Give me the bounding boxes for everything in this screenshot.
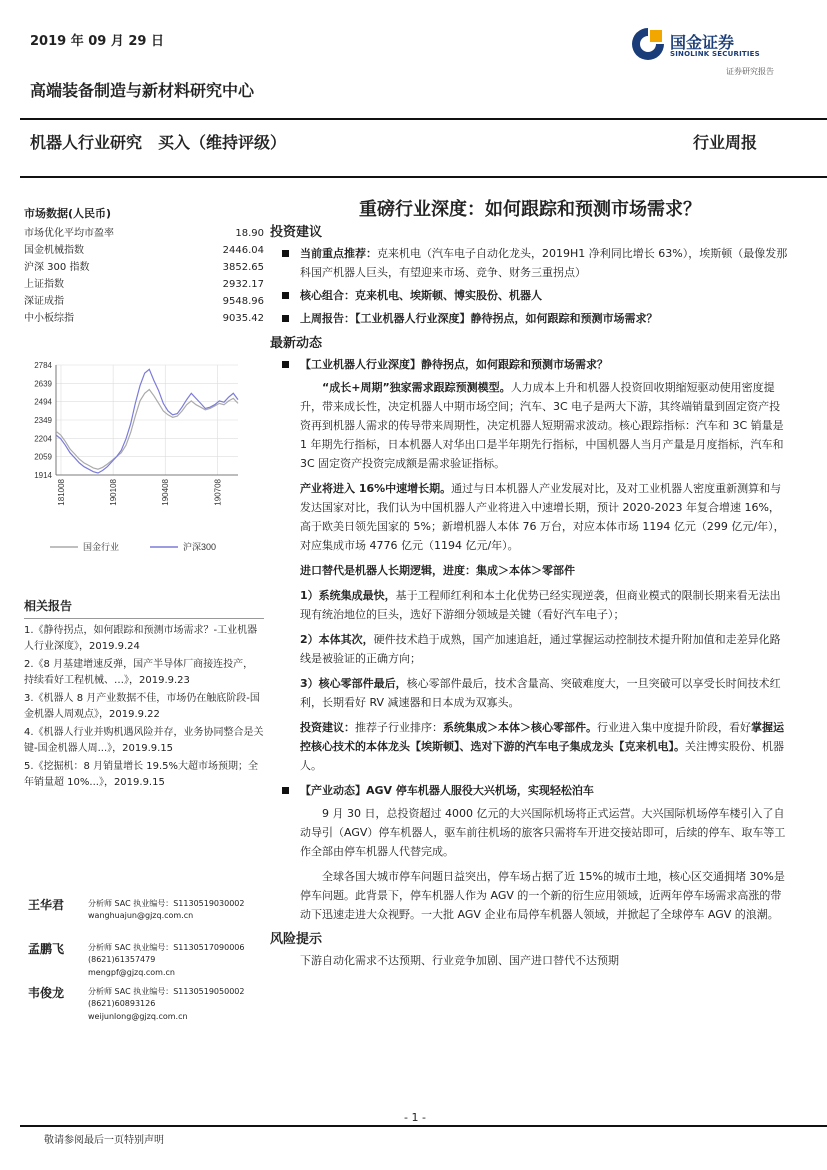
point-lead: 2）本体其次， bbox=[300, 633, 374, 646]
market-label: 国金机械指数 bbox=[24, 245, 84, 256]
market-label: 沪深 300 指数 bbox=[24, 262, 90, 273]
y-tick-label: 1914 bbox=[34, 471, 52, 480]
point-text: 核心零部件最后，技术含量高、突破难度大，一旦突破可以享受长时间技术红利，长期看好 RV 减速器和日本成为双寡头。 bbox=[300, 677, 781, 709]
x-tick-label: 190708 bbox=[213, 479, 223, 506]
investment-advice bbox=[270, 718, 790, 775]
y-tick-label: 2204 bbox=[34, 434, 52, 444]
bullet-core-portfolio bbox=[270, 286, 790, 305]
para-text: 通过与日本机器人产业发展对比，及对工业机器人密度重新测算和与发达国家对比，我们认为中国机器人产业将进入中速增长期，预计 2020-2023 年复合增速 16%，高于欧美日领先国家的 5%；新增机器人本体 76 万台，对应本体市场 1194 亿元（299 亿元/年），对应集成市场 4776 亿元（1194 亿元/年）。 bbox=[300, 482, 785, 552]
analyst-email[interactable]: mengpf@gjzq.com.cn bbox=[88, 968, 175, 977]
x-tick-label: 181008 bbox=[57, 479, 66, 506]
analyst-name: 孟鹏飞 bbox=[28, 942, 65, 956]
point-1 bbox=[270, 586, 790, 624]
point-lead: 3）核心零部件最后， bbox=[300, 677, 407, 690]
import-substitution-heading: 进口替代是机器人长期逻辑，进度：集成＞本体＞零部件 bbox=[300, 564, 575, 577]
analyst-name: 韦俊龙 bbox=[28, 986, 65, 1000]
market-label: 中小板综指 bbox=[24, 313, 74, 324]
analyst-email[interactable]: weijunlong@gjzq.com.cn bbox=[88, 1012, 188, 1021]
news-item-1-title: 【工业机器人行业深度】静待拐点，如何跟踪和预测市场需求？ bbox=[270, 355, 790, 374]
report-type: 行业周报 bbox=[693, 133, 758, 152]
news-paragraph bbox=[270, 479, 790, 555]
analyst-phone: (8621)60893126 bbox=[88, 999, 156, 1008]
x-tick-label: 190408 bbox=[161, 479, 171, 506]
analyst-sac: 分析师 SAC 执业编号：S1130517090006 bbox=[88, 943, 245, 952]
market-row bbox=[24, 293, 264, 310]
industry-title: 机器人行业研究 买入（维持评级） bbox=[30, 133, 287, 152]
market-data-heading: 市场数据(人民币) bbox=[24, 207, 112, 220]
report-item[interactable]: 1.《静待拐点，如何跟踪和预测市场需求？-工业机器人行业深度》，2019.9.24 bbox=[24, 625, 258, 652]
market-value: 18.90 bbox=[235, 228, 264, 239]
market-value: 2446.04 bbox=[222, 245, 264, 256]
report-item[interactable]: 3.《机器人 8 月产业数据不佳，市场仍在触底阶段-国金机器人周观点》，2019.9.22 bbox=[24, 693, 260, 720]
analyst bbox=[28, 896, 268, 940]
news-paragraph bbox=[270, 378, 790, 473]
market-label: 上证指数 bbox=[24, 279, 64, 290]
news-paragraph: 全球各国大城市停车问题日益突出，停车场占据了近 15%的城市土地，核心区交通拥堵 30%是停车问题。此背景下，停车机器人作为 AGV 的一个新的衍生应用领域，近两年停车场需求高涨的带动下迅速走进大众视野。一大批 AGV 企业布局停车机器人领域，并掀起了全球停车 AGV 的浪潮。 bbox=[300, 870, 785, 921]
index-chart bbox=[20, 360, 270, 560]
analyst-email[interactable]: wanghuajun@gjzq.com.cn bbox=[88, 911, 194, 920]
market-row bbox=[24, 259, 264, 276]
related-reports-heading: 相关报告 bbox=[24, 597, 264, 619]
bullet-key-picks bbox=[270, 244, 790, 282]
bullet-label: 当前重点推荐： bbox=[300, 247, 377, 260]
bullet-label: 核心组合： bbox=[300, 289, 355, 302]
market-row bbox=[24, 242, 264, 259]
report-date: 2019 年 09 月 29 日 bbox=[30, 34, 164, 49]
y-tick-label: 2349 bbox=[34, 416, 52, 425]
sinolink-logo-icon bbox=[630, 26, 666, 62]
point-text: 硬件技术趋于成熟，国产加速追赶，通过掌握运动控制技术提升附加值和走差异化路线是被验证的正确方向； bbox=[300, 633, 781, 665]
para-text: 人力成本上升和机器人投资回收期缩短驱动使用密度提升，带来成长性，决定机器人中期市场空间；汽车、3C 电子是两大下游，其终端销量到固定资产投资再到机器人需求的传导带来周期性，决定机器人短期需求波动。核心跟踪指标：汽车和 3C 销量是 1 年期先行指标，日本机器人对华出口是半年期先行指标，中国机器人当月产量是月度指标，汽车和 3C 固定资产投资完成额是需求验证指标。 bbox=[300, 381, 784, 470]
market-value: 2932.17 bbox=[222, 279, 264, 290]
analyst bbox=[28, 940, 268, 984]
market-label: 市场优化平均市盈率 bbox=[24, 228, 114, 239]
bullet-text: 克来机电（汽车电子自动化龙头，2019H1 净利同比增长 63%），埃斯顿（最像发那科国产机器人巨头，有望迎来市场、竞争、财务三重拐点） bbox=[300, 247, 788, 279]
point-text: 基于工程师红利和本土化优势已经实现逆袭，但商业模式的限制长期来看无法出现有统治地位的巨头，选好下游细分领域是关键（看好汽车电子）； bbox=[300, 589, 781, 621]
main-title: 重磅行业深度：如何跟踪和预测市场需求？ bbox=[359, 199, 701, 220]
main-content bbox=[270, 200, 790, 976]
section-risk: 风险提示 bbox=[270, 932, 323, 947]
analyst bbox=[28, 984, 268, 1028]
logo-english: SINOLINK SECURITIES bbox=[670, 50, 760, 58]
y-tick-label: 2784 bbox=[34, 361, 52, 370]
advice-text: 关注博实股份、机器人。 bbox=[300, 740, 784, 772]
section-invest: 投资建议 bbox=[270, 225, 323, 240]
report-item[interactable]: 2.《8 月基建增速反弹，国产半导体厂商接连投产， 持续看好工程机械、…》，2019.9.23 bbox=[24, 659, 254, 686]
point-3 bbox=[270, 674, 790, 712]
title-rule bbox=[20, 176, 827, 178]
point-2 bbox=[270, 630, 790, 668]
market-value: 9035.42 bbox=[222, 313, 264, 324]
analyst-name: 王华君 bbox=[28, 898, 65, 912]
advice-label: 投资建议： bbox=[300, 721, 355, 734]
analyst-phone: (8621)61357479 bbox=[88, 955, 156, 964]
market-row bbox=[24, 310, 264, 327]
bullet-label: 上周报告： bbox=[300, 312, 355, 325]
logo-chinese: 国金证券 bbox=[670, 33, 735, 52]
advice-text: 推荐子行业排序： bbox=[355, 721, 443, 734]
y-tick-label: 2494 bbox=[34, 397, 52, 407]
market-value: 9548.96 bbox=[222, 296, 264, 307]
series-line-1 bbox=[56, 369, 238, 473]
advice-text: 行业进入集中度提升阶段，看好 bbox=[597, 721, 751, 734]
market-data bbox=[24, 205, 264, 327]
market-row bbox=[24, 225, 264, 242]
bullet-text: 【工业机器人行业深度】静待拐点，如何跟踪和预测市场需求？ bbox=[355, 312, 658, 325]
bullet-text: 克来机电、埃斯顿、博实股份、机器人 bbox=[355, 289, 542, 302]
market-label: 深证成指 bbox=[24, 296, 64, 307]
analyst-sac: 分析师 SAC 执业编号：S1130519030002 bbox=[88, 899, 245, 908]
advice-bold: 系统集成＞本体＞核心零部件。 bbox=[443, 721, 597, 734]
para-lead: 产业将进入 16%中速增长期。 bbox=[300, 482, 452, 495]
section-news: 最新动态 bbox=[270, 336, 323, 351]
point-lead: 1）系统集成最快， bbox=[300, 589, 396, 602]
header-rule bbox=[20, 118, 827, 120]
footer-note: 敬请参阅最后一页特别声明 bbox=[44, 1135, 164, 1146]
footer-rule bbox=[20, 1125, 827, 1127]
related-reports bbox=[24, 597, 264, 793]
analyst-list bbox=[28, 896, 268, 1028]
risk-text: 下游自动化需求不达预期、行业竞争加剧、国产进口替代不达预期 bbox=[300, 954, 619, 967]
analyst-sac: 分析师 SAC 执业编号：S1130519050002 bbox=[88, 987, 245, 996]
research-center: 高端装备制造与新材料研究中心 bbox=[30, 81, 255, 100]
bullet-last-report bbox=[270, 309, 790, 328]
advice-bold: 掌握运控核心技术的本体龙头【埃斯顿】、选对下游的汽车电子集成龙头【克来机电】。 bbox=[300, 721, 784, 753]
market-value: 3852.65 bbox=[222, 262, 264, 273]
y-tick-label: 2059 bbox=[34, 452, 52, 462]
report-item[interactable]: 5.《挖掘机：8 月销量增长 19.5%大超市场预期；全年销量超 10%...》，2019.9.15 bbox=[24, 761, 259, 788]
report-item[interactable]: 4.《机器人行业并购机遇风险并存，业务协同整合是关键-国金机器人周...》，2019.9.15 bbox=[24, 727, 264, 754]
y-tick-label: 2639 bbox=[34, 379, 52, 389]
news-item-2-title: 【产业动态】AGV 停车机器人服役大兴机场，实现轻松泊车 bbox=[270, 781, 790, 800]
legend-label: 沪深300 bbox=[183, 542, 217, 552]
legend-label: 国金行业 bbox=[83, 542, 120, 552]
x-tick-label: 190108 bbox=[109, 479, 119, 506]
logo-subtitle: 证券研究报告 bbox=[726, 67, 774, 76]
para-lead: “成长+周期”独家需求跟踪预测模型。 bbox=[322, 381, 511, 394]
page-number: - 1 - bbox=[404, 1111, 426, 1124]
news-paragraph: 9 月 30 日，总投资超过 4000 亿元的大兴国际机场将正式运营。大兴国际机场停车楼引入了自动导引（AGV）停车机器人，驱车前往机场的旅客只需将车开进交接站即可，后续的停车、取车等工作全部由停车机器人代替完成。 bbox=[300, 807, 786, 858]
market-row bbox=[24, 276, 264, 293]
